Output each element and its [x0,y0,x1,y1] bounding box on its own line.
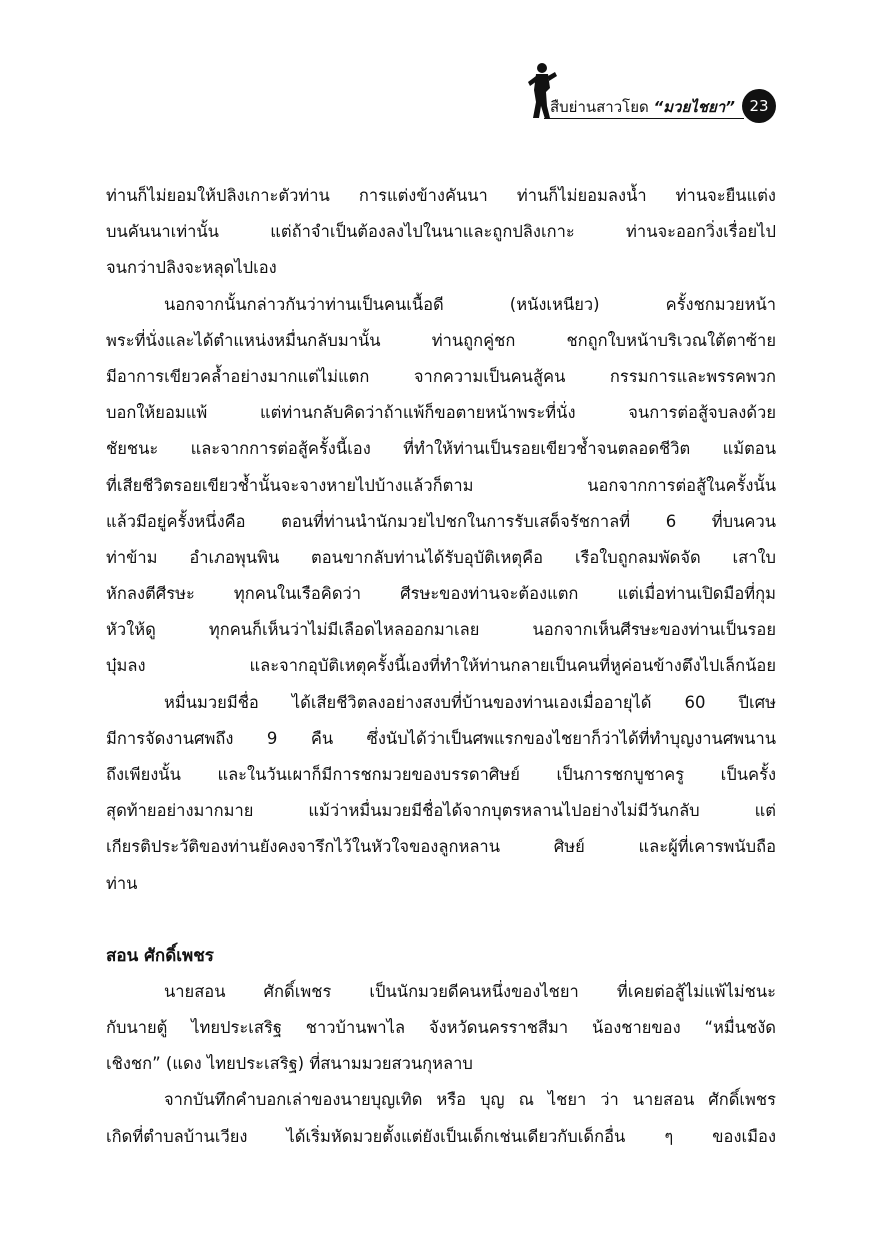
text-line: เกียรติประวัติของท่านยังคงจารึกไว้ในหัวใจของลูกหลาน ศิษย์ และผู้ที่เคารพนับถือ [106,837,776,857]
text-line: หักลงตีศีรษะ ทุกคนในเรือคิดว่า ศีรษะของท่านจะต้องแตก แต่เมื่อท่านเปิดมือที่กุม [106,584,776,604]
text-line: บอกให้ยอมแพ้ แต่ท่านกลับคิดว่าถ้าแพ้ก็ขอตายหน้าพระที่นั่ง จนการต่อสู้จบลงด้วย [106,403,776,423]
paragraph-2 [106,287,776,685]
text-line: บุ๋มลง และจากอุบัติเหตุครั้งนี้เองที่ทำให้ท่านกลายเป็นคนที่หูค่อนข้างตึงไปเล็กน้อย [106,656,776,676]
header-title-emph: “มวยไชยา” [653,98,735,116]
text-line: เกิดที่ตำบลบ้านเวียง ได้เริ่มหัดมวยตั้งแต่ยังเป็นเด็กเช่นเดียวกับเด็กอื่น ๆ ของเมือง [106,1126,776,1146]
page-number-badge: 23 [742,89,776,123]
text-line: นายสอน ศักดิ์เพชร เป็นนักมวยดีคนหนึ่งของไชยา ที่เคยต่อสู้ไม่แพ้ไม่ชนะ [164,981,776,1001]
text-line: ท่านก็ไม่ยอมให้ปลิงเกาะตัวท่าน การแต่งข้างคันนา ท่านก็ไม่ยอมลงน้ำ ท่านจะยืนแต่ง [106,186,776,205]
text-line: จนกว่าปลิงจะหลุดไปเอง [106,258,277,278]
page-body [106,178,776,1155]
paragraph-1 [106,178,776,287]
section-heading: สอน ศักดิ์เพชร [106,945,214,966]
header-title-plain: สืบย่านสาวโยด [550,98,654,116]
header-title [550,95,735,119]
text-line: ท่าน [106,873,138,893]
text-line: จากบันทึกคำบอกเล่าของนายบุญเทิด หรือ บุญ ณ ไชยา ว่า นายสอน ศักดิ์เพชร [164,1090,776,1110]
text-line: หมื่นมวยมีชื่อ ได้เสียชีวิตลงอย่างสงบที่บ้านของท่านเองเมื่ออายุได้ 60 ปีเศษ [164,692,776,712]
header-rule [544,118,744,119]
paragraph-3 [106,685,776,902]
paragraph-5 [106,1082,776,1154]
text-line: มีการจัดงานศพถึง 9 คืน ซึ่งนับได้ว่าเป็นศพแรกของไชยาก็ว่าได้ที่ทำบุญงานศพนาน [106,728,776,748]
text-line: หัวให้ดู ทุกคนก็เห็นว่าไม่มีเลือดไหลออกมาเลย นอกจากเห็นศีรษะของท่านเป็นรอย [106,620,776,640]
text-line: กับนายตู้ ไทยประเสริฐ ชาวบ้านพาไล จังหวัดนครราชสีมา น้องชายของ “หมื่นชงัด [106,1017,776,1037]
text-line: เชิงชก” (แดง ไทยประเสริฐ) ที่สนามมวยสวนกุหลาบ [106,1054,473,1074]
text-line: สุดท้ายอย่างมากมาย แม้ว่าหมื่นมวยมีชื่อได้จากบุตรหลานไปอย่างไม่มีวันกลับ แต่ [106,801,776,821]
running-header [520,62,770,122]
text-line: พระที่นั่งและได้ตำแหน่งหมื่นกลับมานั้น ท่านถูกคู่ชก ชกถูกใบหน้าบริเวณใต้ตาซ้าย [106,330,776,350]
text-line: ท่าข้าม อำเภอพุนพิน ตอนขากลับท่านได้รับอุบัติเหตุคือ เรือใบถูกลมพัดจัด เสาใบ [106,547,776,567]
text-line: บนคันนาเท่านั้น แต่ถ้าจำเป็นต้องลงไปในนาและถูกปลิงเกาะ ท่านจะออกวิ่งเรื่อยไป [106,222,776,242]
text-line: มีอาการเขียวคล้ำอย่างมากแต่ไม่แตก จากความเป็นคนสู้คน กรรมการและพรรคพวก [106,366,776,386]
text-line: ถึงเพียงนั้น และในวันเผาก็มีการชกมวยของบรรดาศิษย์ เป็นการชกบูชาครู เป็นครั้ง [106,765,776,784]
text-line: แล้วมีอยู่ครั้งหนึ่งคือ ตอนที่ท่านนำนักมวยไปชกในการรับเสด็จรัชกาลที่ 6 ที่บนควน [106,511,776,531]
text-line: ที่เสียชีวิตรอยเขียวช้ำนั้นจะจางหายไปบ้างแล้วก็ตาม นอกจากการต่อสู้ในครั้งนั้น [106,475,776,495]
paragraph-4 [106,974,776,1083]
text-line: นอกจากนั้นกล่าวกันว่าท่านเป็นคนเนื้อดี (หนังเหนียว) ครั้งชกมวยหน้า [164,294,776,314]
text-line: ชัยชนะ และจากการต่อสู้ครั้งนี้เอง ที่ทำให้ท่านเป็นรอยเขียวช้ำจนตลอดชีวิต แม้ตอน [106,439,776,459]
